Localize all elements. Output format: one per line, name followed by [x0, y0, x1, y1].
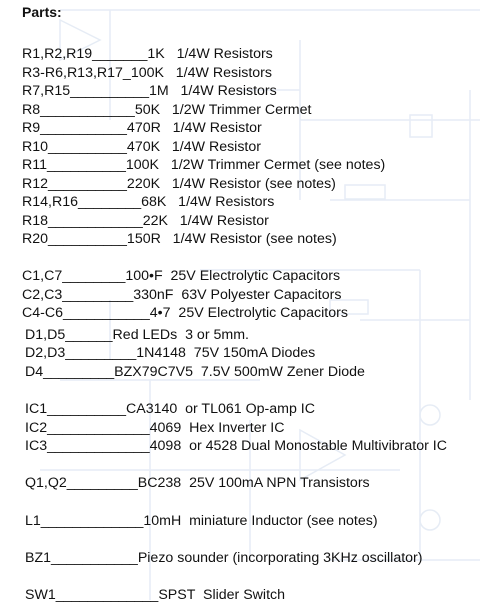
parts-line-c4-c6: C4-C6___________4•7 25V Electrolytic Capacitors [22, 305, 348, 321]
parts-line-l1: L1_____________10mH miniature Inductor (see notes) [25, 513, 378, 529]
parts-line-r14-r16: R14,R16________68K 1/4W Resistors [22, 194, 275, 210]
parts-line-r1-r2-r19: R1,R2,R19_______1K 1/4W Resistors [22, 46, 273, 62]
parts-line-r12: R12__________220K 1/4W Resistor (see notes) [22, 176, 336, 192]
parts-line-r20: R20__________150R 1/4W Resistor (see notes) [22, 231, 337, 247]
parts-line-c2-c3: C2,C3_________330nF 63V Polyester Capacitors [22, 287, 342, 303]
parts-line-ic3: IC3_____________4098 or 4528 Dual Monostable Multivibrator IC [25, 438, 447, 454]
parts-line-r18: R18____________22K 1/4W Resistor [22, 213, 269, 229]
parts-line-r11: R11__________100K 1/2W Trimmer Cermet (see notes) [22, 157, 386, 173]
parts-line-ic1: IC1__________CA3140 or TL061 Op-amp IC [25, 401, 315, 417]
parts-line-d4: D4_________BZX79C7V5 7.5V 500mW Zener Diode [25, 364, 365, 380]
parts-line-q1-q2: Q1,Q2_________BC238 25V 100mA NPN Transistors [25, 475, 370, 491]
parts-line-sw1: SW1_____________SPST Slider Switch [25, 587, 286, 603]
parts-line-c1-c7: C1,C7________100•F 25V Electrolytic Capacitors [22, 268, 341, 284]
parts-heading: Parts: [22, 4, 62, 20]
parts-line-r9: R9___________470R 1/4W Resistor [22, 120, 262, 136]
parts-line-r8: R8____________50K 1/2W Trimmer Cermet [22, 102, 312, 118]
parts-line-r7-r15: R7,R15__________1M 1/4W Resistors [22, 83, 277, 99]
parts-line-ic2: IC2_____________4069 Hex Inverter IC [25, 420, 285, 436]
parts-line-d2-d3: D2,D3_________1N4148 75V 150mA Diodes [25, 345, 316, 361]
parts-line-d1-d5: D1,D5______Red LEDs 3 or 5mm. [25, 327, 249, 343]
parts-line-r3-r6: R3-R6,R13,R17_100K 1/4W Resistors [22, 65, 272, 81]
parts-line-r10: R10__________470K 1/4W Resistor [22, 139, 261, 155]
parts-line-bz1: BZ1___________Piezo sounder (incorporating 3KHz oscillator) [25, 550, 423, 566]
